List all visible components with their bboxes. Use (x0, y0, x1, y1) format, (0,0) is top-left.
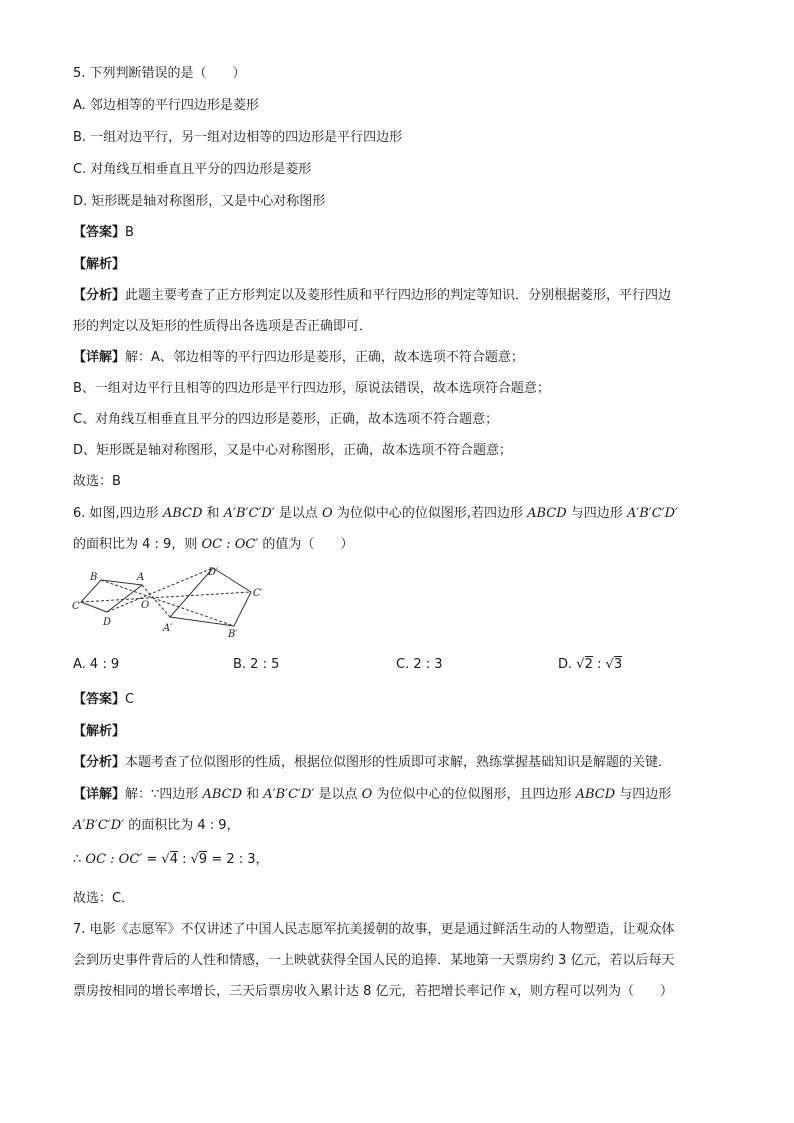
label-bp: B′ (228, 629, 238, 640)
math-abcd-prime: A′B′C′D′ (263, 787, 315, 802)
q6-option-d (558, 654, 622, 676)
q5-stem: 5. 下列判断错误的是（ ） (73, 66, 246, 81)
q6-choose: 故选：C． (73, 891, 135, 906)
text: 为位似中心的位似图形,若四边形 (332, 506, 528, 521)
label-o: O (141, 600, 150, 611)
sqrt-symbol: √ (605, 657, 614, 672)
sqrt-symbol: √ (576, 657, 585, 672)
label-ap: A′ (163, 623, 173, 634)
q7-stem-line2: 会到历史事件背后的人性和情感，一上映就获得全国人民的追捧．某地第一天票房约 3 亿元，若以后每天 (73, 953, 675, 968)
detail-text: 解：A、邻边相等的平行四边形是菱形，正确，故本选项不符合题意； (125, 350, 524, 365)
math-abcd-prime: A′B′C′D′ (73, 818, 125, 833)
q5-detail-4: D、矩形既是轴对称图形，又是中心对称图形，正确，故本选项不符合题意； (73, 443, 513, 458)
math-ratio: OC : OC′ (85, 852, 143, 867)
sqrt-symbol: √ (161, 852, 170, 867)
text: 与四边形 (615, 787, 672, 802)
q7-stem-line3 (73, 982, 673, 1002)
math-abcd: ABCD (162, 506, 203, 521)
analysis-tag: 【分析】 (73, 755, 126, 770)
radicand: 3 (613, 657, 623, 672)
detail-tag: 【详解】 (73, 350, 126, 365)
text: 的面积比为 4 : 9，则 (73, 537, 202, 552)
q5-detail-1 (73, 348, 524, 368)
q5-analysis-2: 形的判定以及矩形的性质得出各选项是否正确即可． (73, 319, 373, 334)
q6-option-c: C. 2 : 3 (396, 657, 443, 672)
text: 是以点 (274, 506, 323, 521)
text: 与四边形 (566, 506, 627, 521)
text: 票房按相同的增长率增长，三天后票房收入累计达 8 亿元，若把增长率记作 (73, 984, 510, 999)
answer-value: B (125, 225, 134, 240)
q5-choose: 故选：B (73, 474, 121, 489)
math-o: O (361, 787, 373, 802)
math-abcd-prime: A′B′C′D′ (223, 506, 275, 521)
line-c-cp (81, 592, 251, 602)
text: 的值为（ ） (258, 537, 354, 552)
math-abcd: ABCD (527, 506, 567, 521)
label-b: B (90, 572, 98, 583)
q6-stem-line1 (73, 504, 678, 524)
radicand: 4 (169, 852, 178, 867)
answer-value: C (125, 692, 135, 707)
q5-option-d: D. 矩形既是轴对称图形，又是中心对称图形 (73, 194, 326, 209)
text: 为位似中心的位似图形，且四边形 (372, 787, 576, 802)
q6-option-a: A. 4 : 9 (73, 657, 120, 672)
q5-option-c: C. 对角线互相垂直且平分的四边形是菱形 (73, 162, 312, 177)
therefore-symbol: ∴ (73, 852, 86, 867)
q6-stem-line2 (73, 535, 353, 555)
text: 解： (125, 787, 152, 802)
q6-detail-3 (73, 850, 269, 870)
label-cp: C′ (253, 588, 263, 599)
analysis-text: 此题主要考查了正方形判定以及菱形性质和平行四边形的判定等知识．分别根据菱形，平行四边 (125, 288, 672, 303)
option-label: D. (558, 657, 573, 672)
label-d: D (103, 617, 112, 628)
q5-analysis-1 (73, 286, 671, 306)
q5-option-b: B. 一组对边平行，另一组对边相等的四边形是平行四边形 (73, 130, 403, 145)
analysis-tag: 【分析】 (73, 288, 126, 303)
q5-answer (73, 223, 134, 243)
label-a: A (137, 572, 145, 583)
q6-analysis (73, 753, 671, 773)
analysis-text: 本题考查了位似图形的性质，根据位似图形的性质即可求解，熟练掌握基础知识是解题的关键． (125, 755, 672, 770)
sqrt-symbol: √ (190, 852, 199, 867)
text: = 2 : 3， (207, 852, 269, 867)
quad-abcd (81, 580, 142, 612)
label-dp: D′ (208, 567, 219, 578)
math-x: x (509, 984, 518, 999)
text: 的面积比为 4 : 9， (124, 818, 240, 833)
q5-jiexi-tag: 【解析】 (73, 257, 126, 272)
because-symbol: ∵ (151, 787, 160, 802)
math-abcd: ABCD (575, 787, 616, 802)
detail-tag: 【详解】 (73, 787, 126, 802)
text: 是以点 (314, 787, 362, 802)
q6-detail-2 (73, 816, 240, 836)
ratio-sep: : (177, 852, 191, 867)
math-abcd-prime: A′B′C′D′ (626, 506, 679, 521)
q6-detail-1 (73, 785, 671, 805)
q5-detail-2: B、一组对边平行且相等的四边形是平行四边形，原说法错误，故本选项符合题意； (73, 381, 550, 396)
ratio-sep: : (592, 657, 606, 672)
answer-tag: 【答案】 (73, 692, 126, 707)
answer-tag: 【答案】 (73, 225, 126, 240)
q7-stem-line1: 7. 电影《志愿军》不仅讲述了中国人民志愿军抗美援朝的故事，更是通过鲜活生动的人物塑造，让观众体 (73, 922, 675, 937)
text: ，则方程可以列为（ ） (517, 984, 674, 999)
text: 和 (202, 506, 224, 521)
text: 和 (242, 787, 264, 802)
text: 6. 如图,四边形 (73, 506, 163, 521)
q6-jiexi-tag: 【解析】 (73, 724, 126, 739)
q6-options (73, 654, 633, 676)
radicand: 9 (198, 852, 208, 867)
math-ratio: OC : OC′ (201, 537, 259, 552)
text: 四边形 (159, 787, 203, 802)
q5-option-a: A. 邻边相等的平行四边形是菱形 (73, 98, 259, 113)
q6-answer (73, 690, 134, 710)
radicand: 2 (584, 657, 593, 672)
q6-option-b: B. 2 : 5 (233, 657, 280, 672)
q5-detail-3: C、对角线互相垂直且平分的四边形是菱形，正确，故本选项不符合题意； (73, 412, 499, 427)
text: = (142, 852, 162, 867)
math-o: O (322, 506, 333, 521)
homothety-figure (70, 564, 270, 642)
math-abcd: ABCD (202, 787, 243, 802)
label-c: C (72, 601, 80, 612)
